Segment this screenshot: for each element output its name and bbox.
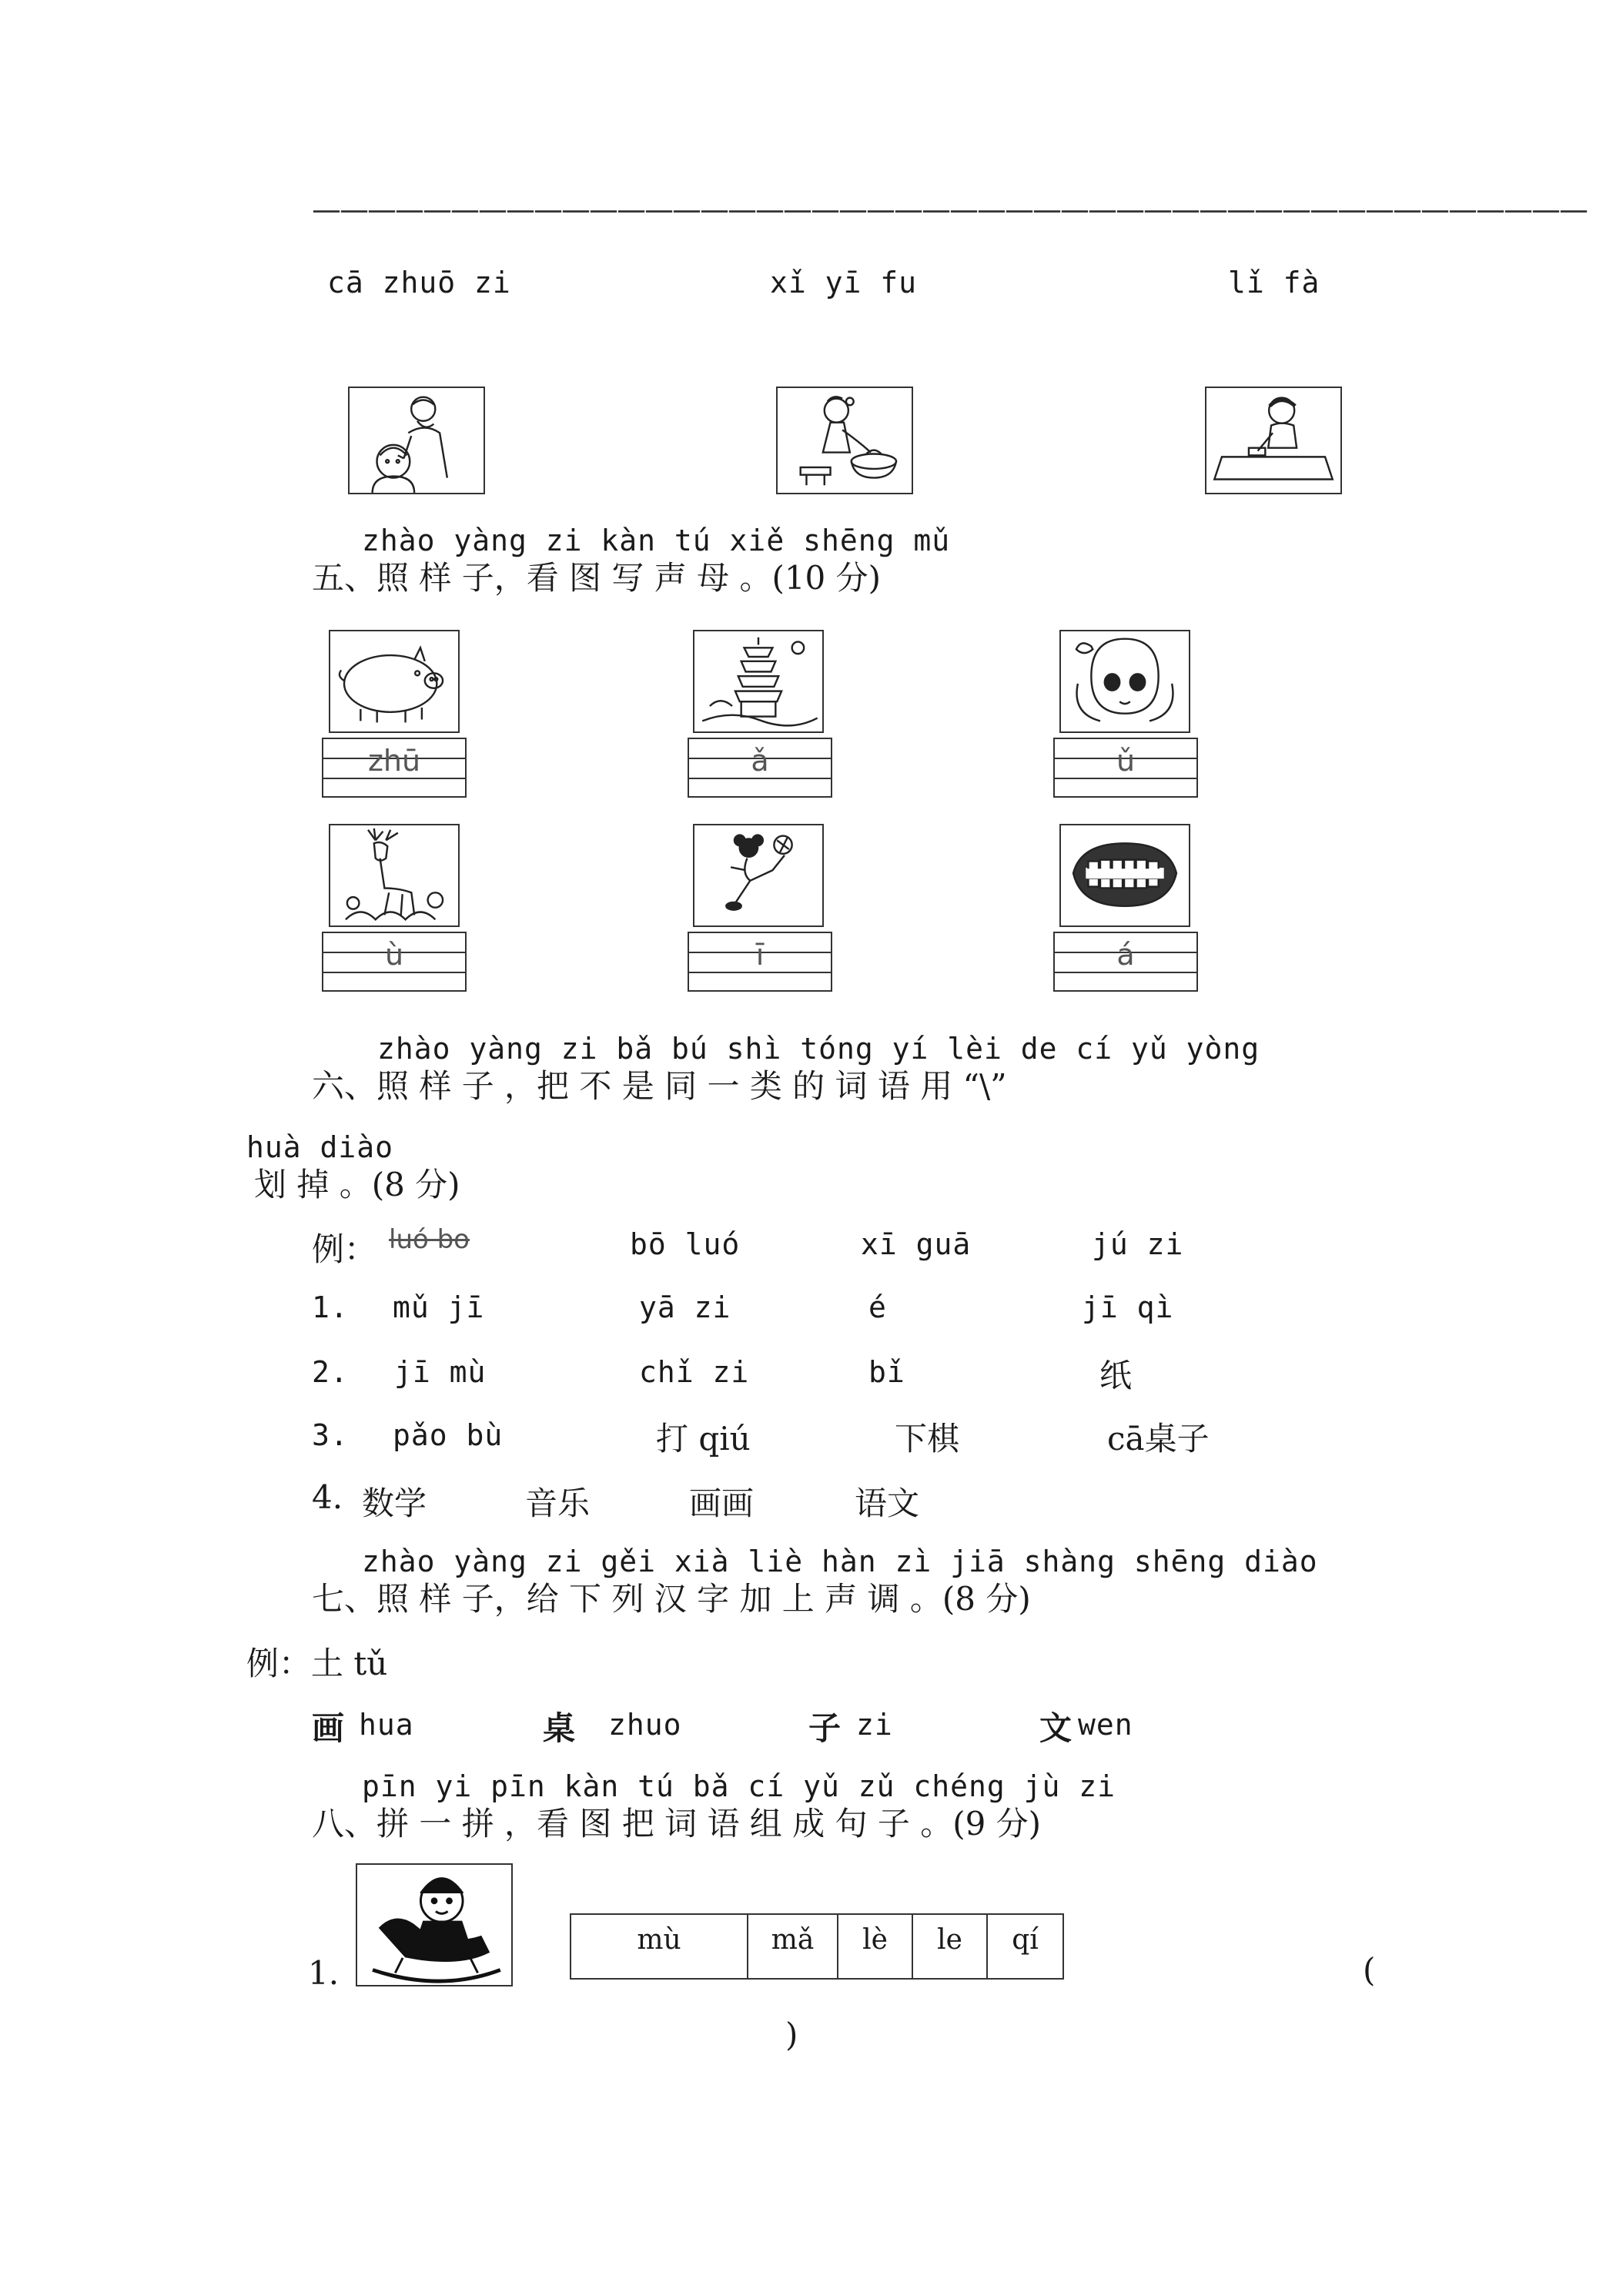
- q6-row-2-num: 2.: [312, 1355, 349, 1389]
- q6-row-1-word-3[interactable]: é: [868, 1290, 887, 1324]
- q6-example-word-1: bō luó: [630, 1227, 741, 1261]
- q6-row-2-word-3[interactable]: bǐ: [868, 1355, 905, 1389]
- q4-label-1: cā zhuō zi: [327, 266, 511, 300]
- haircut-picture: [348, 387, 485, 494]
- answer-box-5[interactable]: [688, 932, 832, 992]
- q6-row-3-word-2[interactable]: 打 qiú: [656, 1420, 751, 1458]
- word-cell-4[interactable]: le: [913, 1915, 988, 1978]
- teeth-picture: [1059, 824, 1190, 927]
- answer-box-3[interactable]: [1053, 738, 1198, 798]
- q7-pinyin-1[interactable]: hua: [359, 1708, 414, 1742]
- q6-example-label: 例：: [312, 1230, 377, 1268]
- q6-row-2-word-2[interactable]: chǐ zi: [639, 1355, 750, 1389]
- answer-box-6[interactable]: [1053, 932, 1198, 992]
- q4-label-2: xǐ yī fu: [770, 266, 918, 300]
- q7-hanzi-1: 画: [312, 1709, 345, 1747]
- q6-pinyin-2: huà diào: [246, 1130, 394, 1164]
- answer-open-paren: (: [1363, 1951, 1376, 1989]
- q6-row-2-word-4[interactable]: 纸: [1099, 1357, 1133, 1394]
- q7-pinyin-4[interactable]: wen: [1078, 1708, 1133, 1742]
- answer-box-4[interactable]: [322, 932, 467, 992]
- answer-close-paren: ): [785, 2016, 798, 2053]
- q7-example: 例：土 tǔ: [246, 1645, 388, 1682]
- q5-pinyin: zhào yàng zi kàn tú xiě shēng mǔ: [362, 524, 951, 557]
- q6-example-struck: luó bo: [389, 1224, 470, 1255]
- q6-row-3-word-3[interactable]: 下棋: [895, 1420, 960, 1458]
- deer-picture: [329, 824, 460, 927]
- q8-pinyin: pīn yi pīn kàn tú bǎ cí yǔ zǔ chéng jù zi: [362, 1769, 1116, 1803]
- answer-box-2[interactable]: [688, 738, 832, 798]
- word-cell-1[interactable]: mù: [571, 1915, 748, 1978]
- q7-hanzi-2: 桌: [543, 1709, 576, 1747]
- q6-row-2-word-1[interactable]: jī mù: [394, 1355, 487, 1389]
- q6-row-4-word-1[interactable]: 数学: [362, 1484, 427, 1522]
- answer-text-4: ù: [384, 938, 404, 972]
- q6-row-3-word-1[interactable]: pǎo bù: [393, 1418, 504, 1452]
- q6-row-4-word-2[interactable]: 音乐: [525, 1484, 591, 1522]
- q6-pinyin: zhào yàng zi bǎ bú shì tóng yí lèi de cí yǔ yòng: [377, 1032, 1260, 1066]
- q6-row-4-word-4[interactable]: 语文: [855, 1484, 920, 1522]
- pagoda-picture: [693, 630, 824, 733]
- pig-picture: [329, 630, 460, 733]
- q6-row-1-num: 1.: [312, 1290, 349, 1324]
- kicking-ball-picture: [693, 824, 824, 927]
- q6-row-1-word-4[interactable]: jī qì: [1082, 1290, 1174, 1324]
- answer-text-6: á: [1116, 938, 1135, 972]
- q6-row-1-word-1[interactable]: mǔ jī: [393, 1290, 485, 1324]
- laundry-picture: [776, 387, 913, 494]
- q6-example-word-2: xī guā: [861, 1227, 972, 1261]
- answer-box-1[interactable]: [322, 738, 467, 798]
- word-order-row: [570, 1913, 1064, 1980]
- answer-text-3: ǔ: [1116, 744, 1136, 778]
- word-cell-3[interactable]: lè: [838, 1915, 913, 1978]
- q7-hanzi-3: 子: [808, 1709, 842, 1747]
- q7-pinyin-3[interactable]: zi: [856, 1708, 893, 1742]
- q7-hanzi-4: 文: [1039, 1709, 1073, 1747]
- top-answer-line: ——————————————————————————————————————————————: [312, 192, 1587, 226]
- q6-row-3-word-4[interactable]: cā桌子: [1107, 1420, 1210, 1458]
- word-cell-2[interactable]: mǎ: [748, 1915, 838, 1978]
- answer-text-5: ī: [755, 938, 765, 972]
- q4-label-3: lǐ fà: [1228, 266, 1320, 300]
- q8-title: 八、拼 一 拼 ，看 图 把 词 语 组 成 句 子 。(9 分): [312, 1805, 1042, 1842]
- q6-title-2: 划 掉 。(8 分): [254, 1166, 460, 1203]
- q7-title: 七、照 样 子，给 下 列 汉 字 加 上 声 调 。(8 分): [312, 1580, 1031, 1618]
- girl-picture: [1059, 630, 1190, 733]
- q7-pinyin: zhào yàng zi gěi xià liè hàn zì jiā shàng shēng diào: [362, 1545, 1318, 1578]
- q6-row-4-word-3[interactable]: 画画: [689, 1484, 755, 1522]
- q6-title: 六、照 样 子 ，把 不 是 同 一 类 的 词 语 用 “\”: [312, 1067, 1007, 1105]
- q6-example-word-3: jú zi: [1092, 1227, 1184, 1261]
- q6-row-3-num: 3.: [312, 1418, 349, 1452]
- answer-text-2: ǎ: [751, 744, 769, 778]
- q8-num: 1.: [308, 1954, 340, 1992]
- q6-row-4-num: 4.: [312, 1478, 343, 1516]
- wiping-table-picture: [1205, 387, 1342, 494]
- answer-text-1: zhū: [367, 744, 421, 778]
- q7-pinyin-2[interactable]: zhuo: [608, 1708, 682, 1742]
- q5-title: 五、照 样 子，看 图 写 声 母 。(10 分): [312, 559, 882, 597]
- boy-on-rocking-horse-picture: [356, 1863, 513, 1986]
- word-cell-5[interactable]: qí: [1012, 1924, 1039, 1956]
- q6-row-1-word-2[interactable]: yā zi: [639, 1290, 731, 1324]
